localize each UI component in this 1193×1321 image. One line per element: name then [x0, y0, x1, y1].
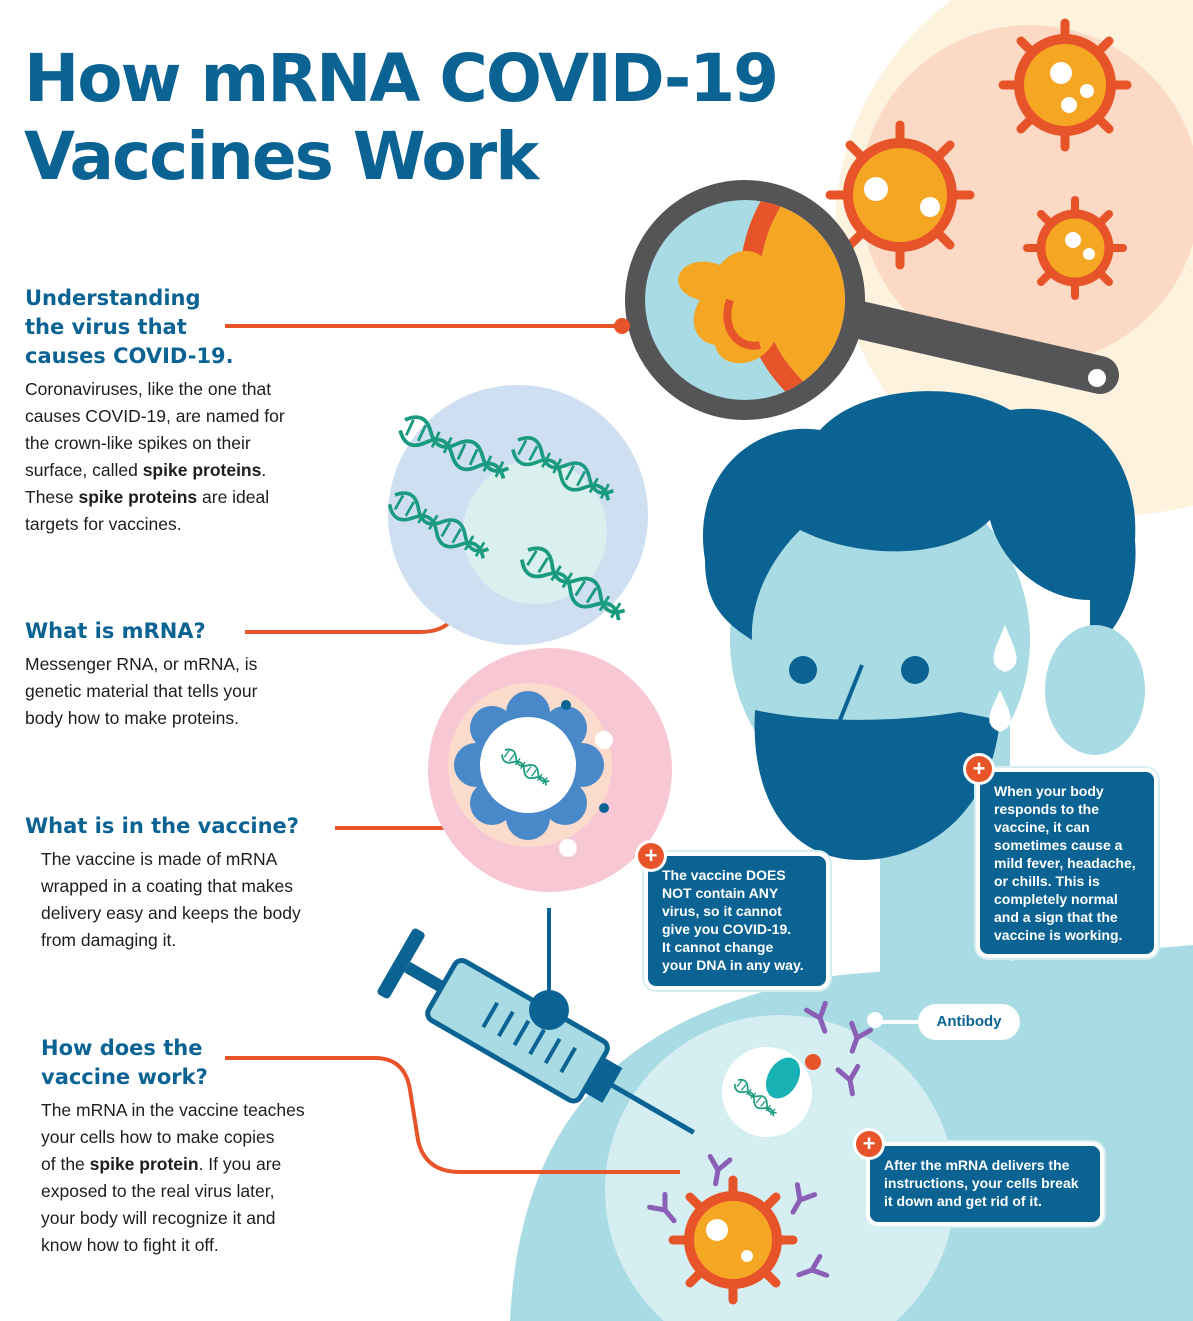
body-line: from damaging it. [41, 930, 177, 950]
person-hand [1045, 625, 1145, 755]
virus-icon [1003, 23, 1127, 147]
plus-icon: + [856, 1131, 882, 1157]
callout-line: completely normal [994, 891, 1118, 907]
body-line: your body will recognize it and [41, 1208, 276, 1228]
virus-icon [673, 1180, 793, 1300]
heading-line: Understanding [25, 286, 201, 310]
section-heading-virus [25, 284, 234, 371]
body-line: causes COVID-19, are named for [25, 406, 285, 426]
callout-line: vaccine, it can [994, 819, 1090, 835]
page-title [24, 40, 777, 196]
callout-line: responds to the [994, 801, 1100, 817]
body-line: wrapped in a coating that makes [41, 876, 293, 896]
emphasis-text: DOES [746, 867, 786, 883]
body-line [25, 457, 285, 484]
callout-line: vaccine is working. [994, 927, 1123, 943]
section-body-vaccine [41, 846, 301, 954]
section-body-virus [25, 376, 285, 538]
callout-line: or chills. This is [994, 873, 1100, 889]
callout-line [662, 866, 812, 884]
callout-line: it down and get rid of it. [884, 1193, 1042, 1209]
antibody-label: Antibody [918, 1004, 1020, 1040]
emphasis-text: NOT [662, 885, 692, 901]
callout-breakdown [870, 1146, 1100, 1222]
text-run: These [25, 487, 79, 507]
text-run: The vaccine [662, 867, 747, 883]
section-heading-mrna: What is mRNA? [25, 619, 206, 643]
text-run: of the [41, 1154, 90, 1174]
heading-line: vaccine work? [41, 1065, 208, 1089]
emphasis-text: spike protein [89, 1154, 199, 1174]
body-line [41, 1151, 305, 1178]
section-body-how [41, 1097, 305, 1259]
text-run: surface, called [25, 460, 143, 480]
body-line [25, 484, 285, 511]
body-line: delivery easy and keeps the body [41, 903, 301, 923]
emphasis-text: ANY [748, 885, 779, 901]
plus-icon: + [638, 843, 664, 869]
callout-line: It cannot change [662, 939, 774, 955]
plus-icon: + [966, 756, 992, 782]
text-run: . [261, 460, 267, 480]
body-line: The mRNA in the vaccine teaches [41, 1100, 305, 1120]
callout-line: When your body [994, 783, 1104, 799]
section-heading-vaccine: What is in the vaccine? [25, 814, 299, 838]
emphasis-text: spike proteins [142, 460, 262, 480]
body-cell [722, 1047, 812, 1137]
right-eye [901, 656, 929, 684]
body-line: exposed to the real virus later, [41, 1181, 275, 1201]
heading-line: How does the [41, 1036, 203, 1060]
callout-no-virus [648, 856, 826, 986]
heading-line: the virus that [25, 315, 187, 339]
text-run: are ideal [197, 487, 270, 507]
callout-line: and a sign that the [994, 909, 1118, 925]
callout-line: After the mRNA delivers the [884, 1157, 1070, 1173]
body-line: know how to fight it off. [41, 1235, 219, 1255]
callout-symptoms [980, 772, 1154, 954]
body-line: your cells how to make copies [41, 1127, 275, 1147]
section-heading-how [41, 1034, 208, 1092]
callout-line: instructions, your cells break [884, 1175, 1079, 1191]
callout-line: virus, so it cannot [662, 903, 782, 919]
title-line: Vaccines Work [24, 118, 538, 195]
virus-icon [1027, 200, 1123, 296]
callout-line: sometimes cause a [994, 837, 1123, 853]
heading-line: causes COVID-19. [25, 344, 234, 368]
body-line: Messenger RNA, or mRNA, is [25, 654, 258, 674]
body-line: body how to make proteins. [25, 708, 240, 728]
body-line: the crown-like spikes on their [25, 433, 251, 453]
title-line: How mRNA COVID-19 [24, 40, 778, 117]
section-body-mrna [25, 651, 257, 732]
body-line: genetic material that tells your [25, 681, 258, 701]
body-line: Coronaviruses, like the one that [25, 379, 272, 399]
body-line: The vaccine is made of mRNA [41, 849, 278, 869]
callout-line: your DNA in any way. [662, 957, 804, 973]
callout-line: mild fever, headache, [994, 855, 1136, 871]
text-run: contain [691, 885, 749, 901]
text-run: . If you are [198, 1154, 282, 1174]
callout-line: give you COVID-19. [662, 921, 792, 937]
callout-line [662, 884, 812, 902]
emphasis-text: spike proteins [78, 487, 198, 507]
left-eye [789, 656, 817, 684]
body-line: targets for vaccines. [25, 514, 182, 534]
